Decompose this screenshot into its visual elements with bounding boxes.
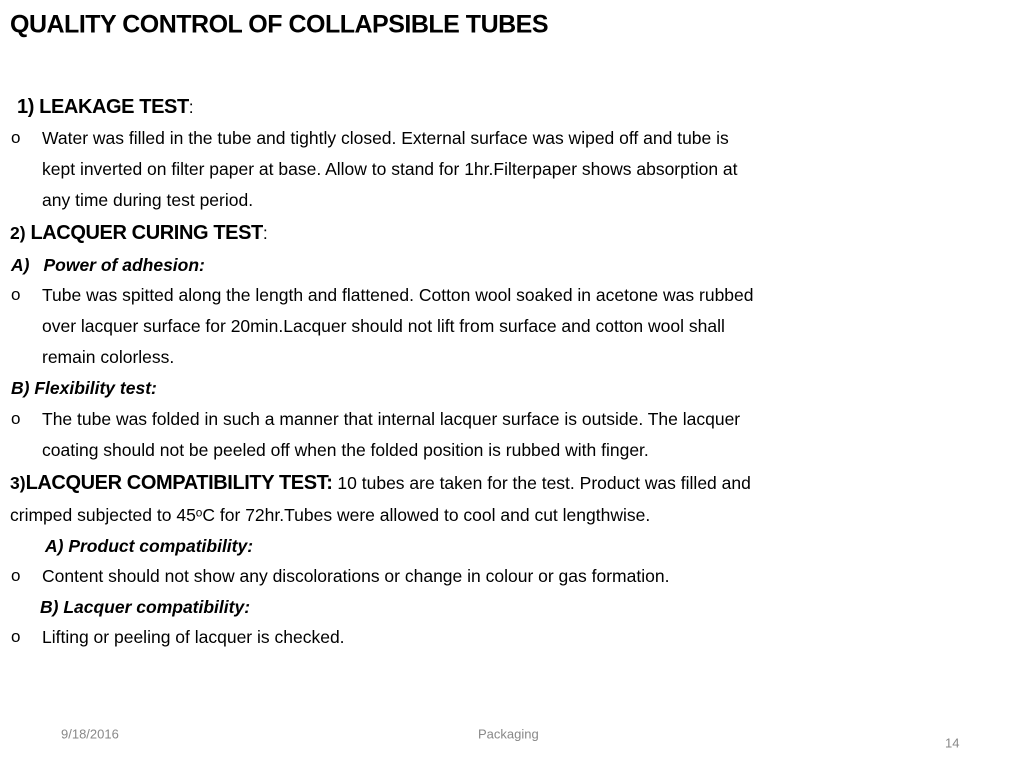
text-line: crimped subjected to 45ᵒC for 72hr.Tubes were allowed to cool and cut lengthwise. <box>10 505 651 525</box>
section-1-heading <box>17 96 194 118</box>
section-3-heading <box>10 472 751 494</box>
title: Power of adhesion: <box>43 255 205 275</box>
num: 3) <box>10 473 26 493</box>
text: 10 tubes are taken for the test. Product was filled and <box>332 473 751 493</box>
slide-title: QUALITY CONTROL OF COLLAPSIBLE TUBES <box>10 10 549 39</box>
heading-text: 1) LEAKAGE TEST <box>17 96 189 118</box>
subheading-flexibility: B) Flexibility test: <box>11 378 157 398</box>
subheading-lacquer-compatibility: B) Lacquer compatibility: <box>40 597 251 617</box>
heading-text: LACQUER COMPATIBILITY TEST: <box>25 472 333 494</box>
footer-date: 9/18/2016 <box>61 726 119 742</box>
text-line: Content should not show any discolorations or change in colour or gas formation. <box>42 566 670 586</box>
footer-title: Packaging <box>478 726 539 742</box>
subheading-power-of-adhesion <box>11 254 205 276</box>
bullet-icon: o <box>11 566 21 585</box>
bullet-icon: o <box>11 285 21 304</box>
label: A) <box>11 255 30 275</box>
text-line: Tube was spitted along the length and flattened. Cotton wool soaked in acetone was rubbed <box>42 285 754 305</box>
num: 2) <box>10 223 31 243</box>
text-line: Lifting or peeling of lacquer is checked. <box>42 627 345 647</box>
subheading-product-compatibility: A) Product compatibility: <box>45 536 254 556</box>
text-line: kept inverted on filter paper at base. Allow to stand for 1hr.Filterpaper shows absorption at <box>42 159 738 179</box>
text-line: over lacquer surface for 20min.Lacquer should not lift from surface and cotton wool shall <box>42 316 725 336</box>
text-line: The tube was folded in such a manner that internal lacquer surface is outside. The lacquer <box>42 409 741 429</box>
heading-text: LACQUER CURING TEST <box>30 222 263 244</box>
bullet-icon: o <box>11 409 21 428</box>
bullet-icon: o <box>11 128 21 147</box>
bullet-icon: o <box>11 627 21 646</box>
slide-number: 14 <box>945 735 960 751</box>
section-2-heading <box>10 222 268 244</box>
text-line: Water was filled in the tube and tightly closed. External surface was wiped off and tube is <box>42 128 729 148</box>
text-line: remain colorless. <box>42 347 175 367</box>
text-line: any time during test period. <box>42 190 254 210</box>
colon: : <box>262 223 268 243</box>
text-line: coating should not be peeled off when the folded position is rubbed with finger. <box>42 440 649 460</box>
colon: : <box>188 97 194 117</box>
